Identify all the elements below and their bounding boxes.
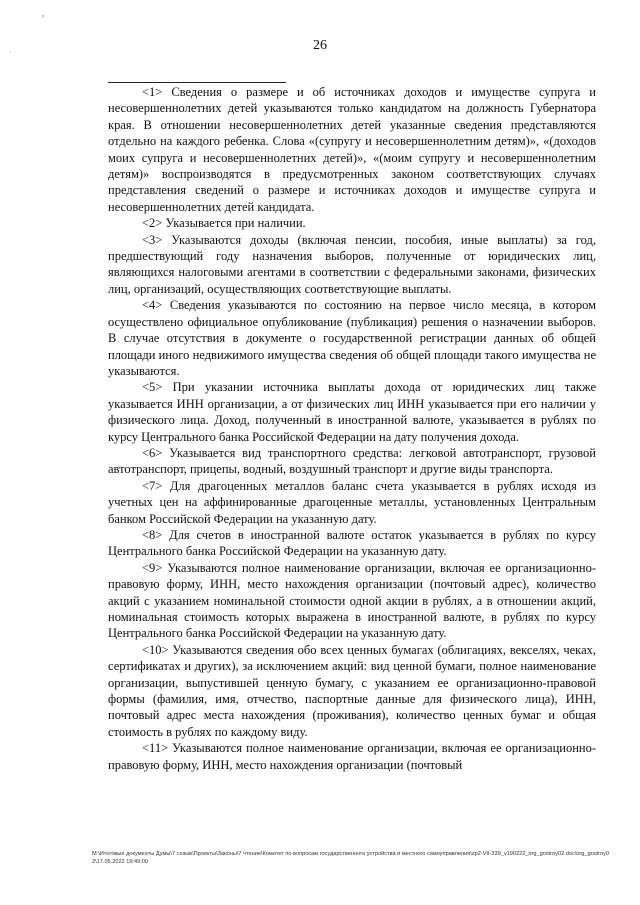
scan-speck: ·	[9, 48, 12, 57]
footnote-separator-rule	[108, 82, 286, 83]
page-number: 26	[313, 38, 327, 53]
footnote-4: <4> Сведения указываются по состоянию на первое число месяца, в котором осуществлено официальное опубликование (публикация) решения о назначении выборов. В случае отсутствия в документе о государственной регистрации данных об общей площади иного недвижимого имущества сведения об общей площади такого имущества не указываются.	[108, 298, 596, 378]
footnote-2: <2> Указывается при наличии.	[142, 216, 306, 231]
footnote-8: <8> Для счетов в иностранной валюте остаток указывается в рублях по курсу Центрального банка Российской Федерации на указанную дату.	[108, 527, 596, 559]
footnote-3: <3> Указываются доходы (включая пенсии, пособия, иные выплаты) за год, предшествующий году назначения выборов, полученные от юридических лиц, являющихся налоговыми агентами в соответствии с федеральными законами, физических лиц, организаций, осуществляющих соответствующие выплаты.	[108, 232, 596, 296]
footnote-5: <5> При указании источника выплаты дохода от юридических лиц также указывается ИНН организации, а от физических лиц ИНН указывается при его наличии у физического лица. Доход, полученный в иностранной валюте, указывается в рублях по курсу Центрального банка Российской Федерации на дату получения дохода.	[108, 380, 596, 444]
scan-speck: °	[41, 14, 45, 23]
footnote-1: <1> Сведения о размере и об источниках доходов и имуществе супруга и несовершеннолетних детей указываются только кандидатом на должность Губернатора края. В отношении несовершеннолетних детей указанные сведения представляются отдельно на каждого ребенка. Слова «(супругу и несовершеннолетним детям)», «(доходов моих супруга и несовершеннолетних детей)», «(моим супругу и несовершеннолетним детям)» воспроизводятся в предусмотренных законом соответствующих случаях представления сведений о размере и источниках доходов и имуществе супруга и несовершеннолетних детей кандидата.	[108, 85, 596, 214]
footnote-7: <7> Для драгоценных металлов баланс счета указывается в рублях исходя из учетных цен на аффинированные драгоценные металлы, установленных Центральным банком Российской Федерации на указанную дату.	[108, 478, 596, 526]
file-path-footer: M:\Итоговые документы Думы\7 созыв\Проекты\Законы\7 чтение\Комитет по вопросам государственного устройства и местного самоуправления\zp2-VII-339_v190222_org_gostroy02.doc\org_gostroy02\17.05.2022 19:49:00	[92, 851, 609, 865]
footnote-9: <9> Указываются полное наименование организации, включая ее организационно-правовую форму, ИНН, место нахождения организации (почтовый адрес), количество акций с указанием номинальной стоимости одной акции в рублях, а в отношении акций, номинальная стоимость которых выражена в иностранной валюте, в рублях по курсу Центрального банка Российской Федерации на указанную дату.	[108, 560, 596, 641]
footnote-11: <11> Указываются полное наименование организации, включая ее организационно-правовую форму, ИНН, место нахождения организации (почтовый	[108, 741, 596, 772]
footnotes-body	[108, 84, 596, 773]
footnote-10: <10> Указываются сведения обо всех ценных бумагах (облигациях, векселях, чеках, сертификатах и других), за исключением акций: вид ценной бумаги, полное наименование организации, выпустившей ценную бумагу, с указанием ее организационно-правовой формы (фамилия, имя, отчество, паспортные данные для физического лица), ИНН, почтовый адрес места нахождения (проживания), количество ценных бумаг и общая стоимость в рублях по каждому виду.	[108, 642, 596, 739]
footnote-6: <6> Указывается вид транспортного средства: легковой автотранспорт, грузовой автотранспорт, прицепы, водный, воздушный транспорт и другие виды транспорта.	[108, 445, 596, 477]
